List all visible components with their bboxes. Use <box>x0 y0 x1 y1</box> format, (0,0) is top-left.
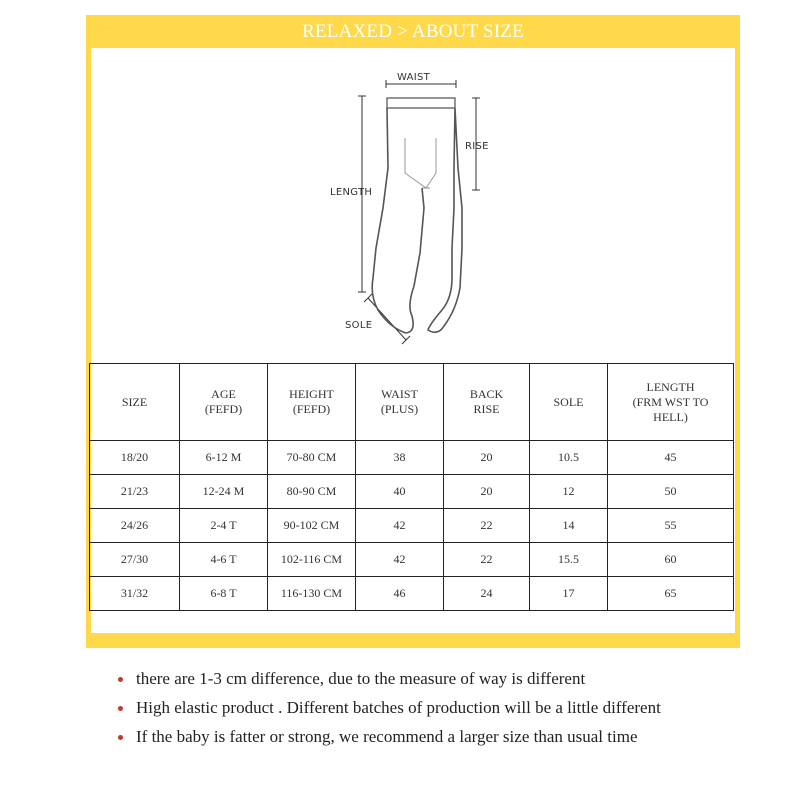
cell-back-rise: 20 <box>444 441 530 475</box>
table-row <box>90 543 734 577</box>
cell-back-rise: 24 <box>444 577 530 611</box>
header-age: AGE (FEFD) <box>180 364 268 441</box>
cell-waist: 38 <box>356 441 444 475</box>
gusset-outline <box>405 138 436 188</box>
header-waist: WAIST (PLUS) <box>356 364 444 441</box>
table-header-row <box>90 364 734 441</box>
tights-outline <box>372 108 462 333</box>
cell-back-rise: 22 <box>444 543 530 577</box>
rise-label: RISE <box>465 141 489 152</box>
cell-size: 21/23 <box>90 475 180 509</box>
cell-waist: 42 <box>356 543 444 577</box>
cell-length: 50 <box>608 475 734 509</box>
cell-height: 90-102 CM <box>268 509 356 543</box>
cell-sole: 15.5 <box>530 543 608 577</box>
cell-length: 45 <box>608 441 734 475</box>
sole-label: SOLE <box>345 320 373 331</box>
table-row <box>90 509 734 543</box>
cell-age: 4-6 T <box>180 543 268 577</box>
cell-back-rise: 22 <box>444 509 530 543</box>
cell-length: 55 <box>608 509 734 543</box>
cell-size: 31/32 <box>90 577 180 611</box>
cell-age: 2-4 T <box>180 509 268 543</box>
cell-length: 65 <box>608 577 734 611</box>
bullet-icon <box>118 677 123 682</box>
sole-dimension-line <box>368 298 406 340</box>
page-title: RELAXED > ABOUT SIZE <box>302 20 524 42</box>
note-item: If the baby is fatter or strong, we recommend a larger size than usual time <box>118 726 758 755</box>
header-size: SIZE <box>90 364 180 441</box>
size-table <box>89 363 734 611</box>
cell-sole: 17 <box>530 577 608 611</box>
cell-height: 116-130 CM <box>268 577 356 611</box>
cell-waist: 46 <box>356 577 444 611</box>
header-sole: SOLE <box>530 364 608 441</box>
header-back-rise: BACK RISE <box>444 364 530 441</box>
bullet-icon <box>118 735 123 740</box>
cell-age: 6-12 M <box>180 441 268 475</box>
cell-age: 12-24 M <box>180 475 268 509</box>
tights-illustration <box>86 48 740 348</box>
cell-size: 18/20 <box>90 441 180 475</box>
length-label: LENGTH <box>330 187 373 198</box>
cell-sole: 12 <box>530 475 608 509</box>
table-row <box>90 577 734 611</box>
waist-label: WAIST <box>397 72 431 83</box>
table-row <box>90 475 734 509</box>
cell-back-rise: 20 <box>444 475 530 509</box>
bullet-icon <box>118 706 123 711</box>
table-row <box>90 441 734 475</box>
cell-length: 60 <box>608 543 734 577</box>
note-item: there are 1-3 cm difference, due to the measure of way is different <box>118 668 758 697</box>
cell-waist: 42 <box>356 509 444 543</box>
header-length: LENGTH (FRM WST TO HELL) <box>608 364 734 441</box>
cell-size: 24/26 <box>90 509 180 543</box>
cell-height: 102-116 CM <box>268 543 356 577</box>
cell-size: 27/30 <box>90 543 180 577</box>
cell-age: 6-8 T <box>180 577 268 611</box>
cell-waist: 40 <box>356 475 444 509</box>
note-item: High elastic product . Different batches of production will be a little different <box>118 697 758 726</box>
header-height: HEIGHT (FEFD) <box>268 364 356 441</box>
size-notes <box>118 668 758 755</box>
cell-sole: 10.5 <box>530 441 608 475</box>
tights-measurement-diagram <box>86 48 740 348</box>
waistband <box>387 98 455 108</box>
cell-sole: 14 <box>530 509 608 543</box>
cell-height: 80-90 CM <box>268 475 356 509</box>
cell-height: 70-80 CM <box>268 441 356 475</box>
